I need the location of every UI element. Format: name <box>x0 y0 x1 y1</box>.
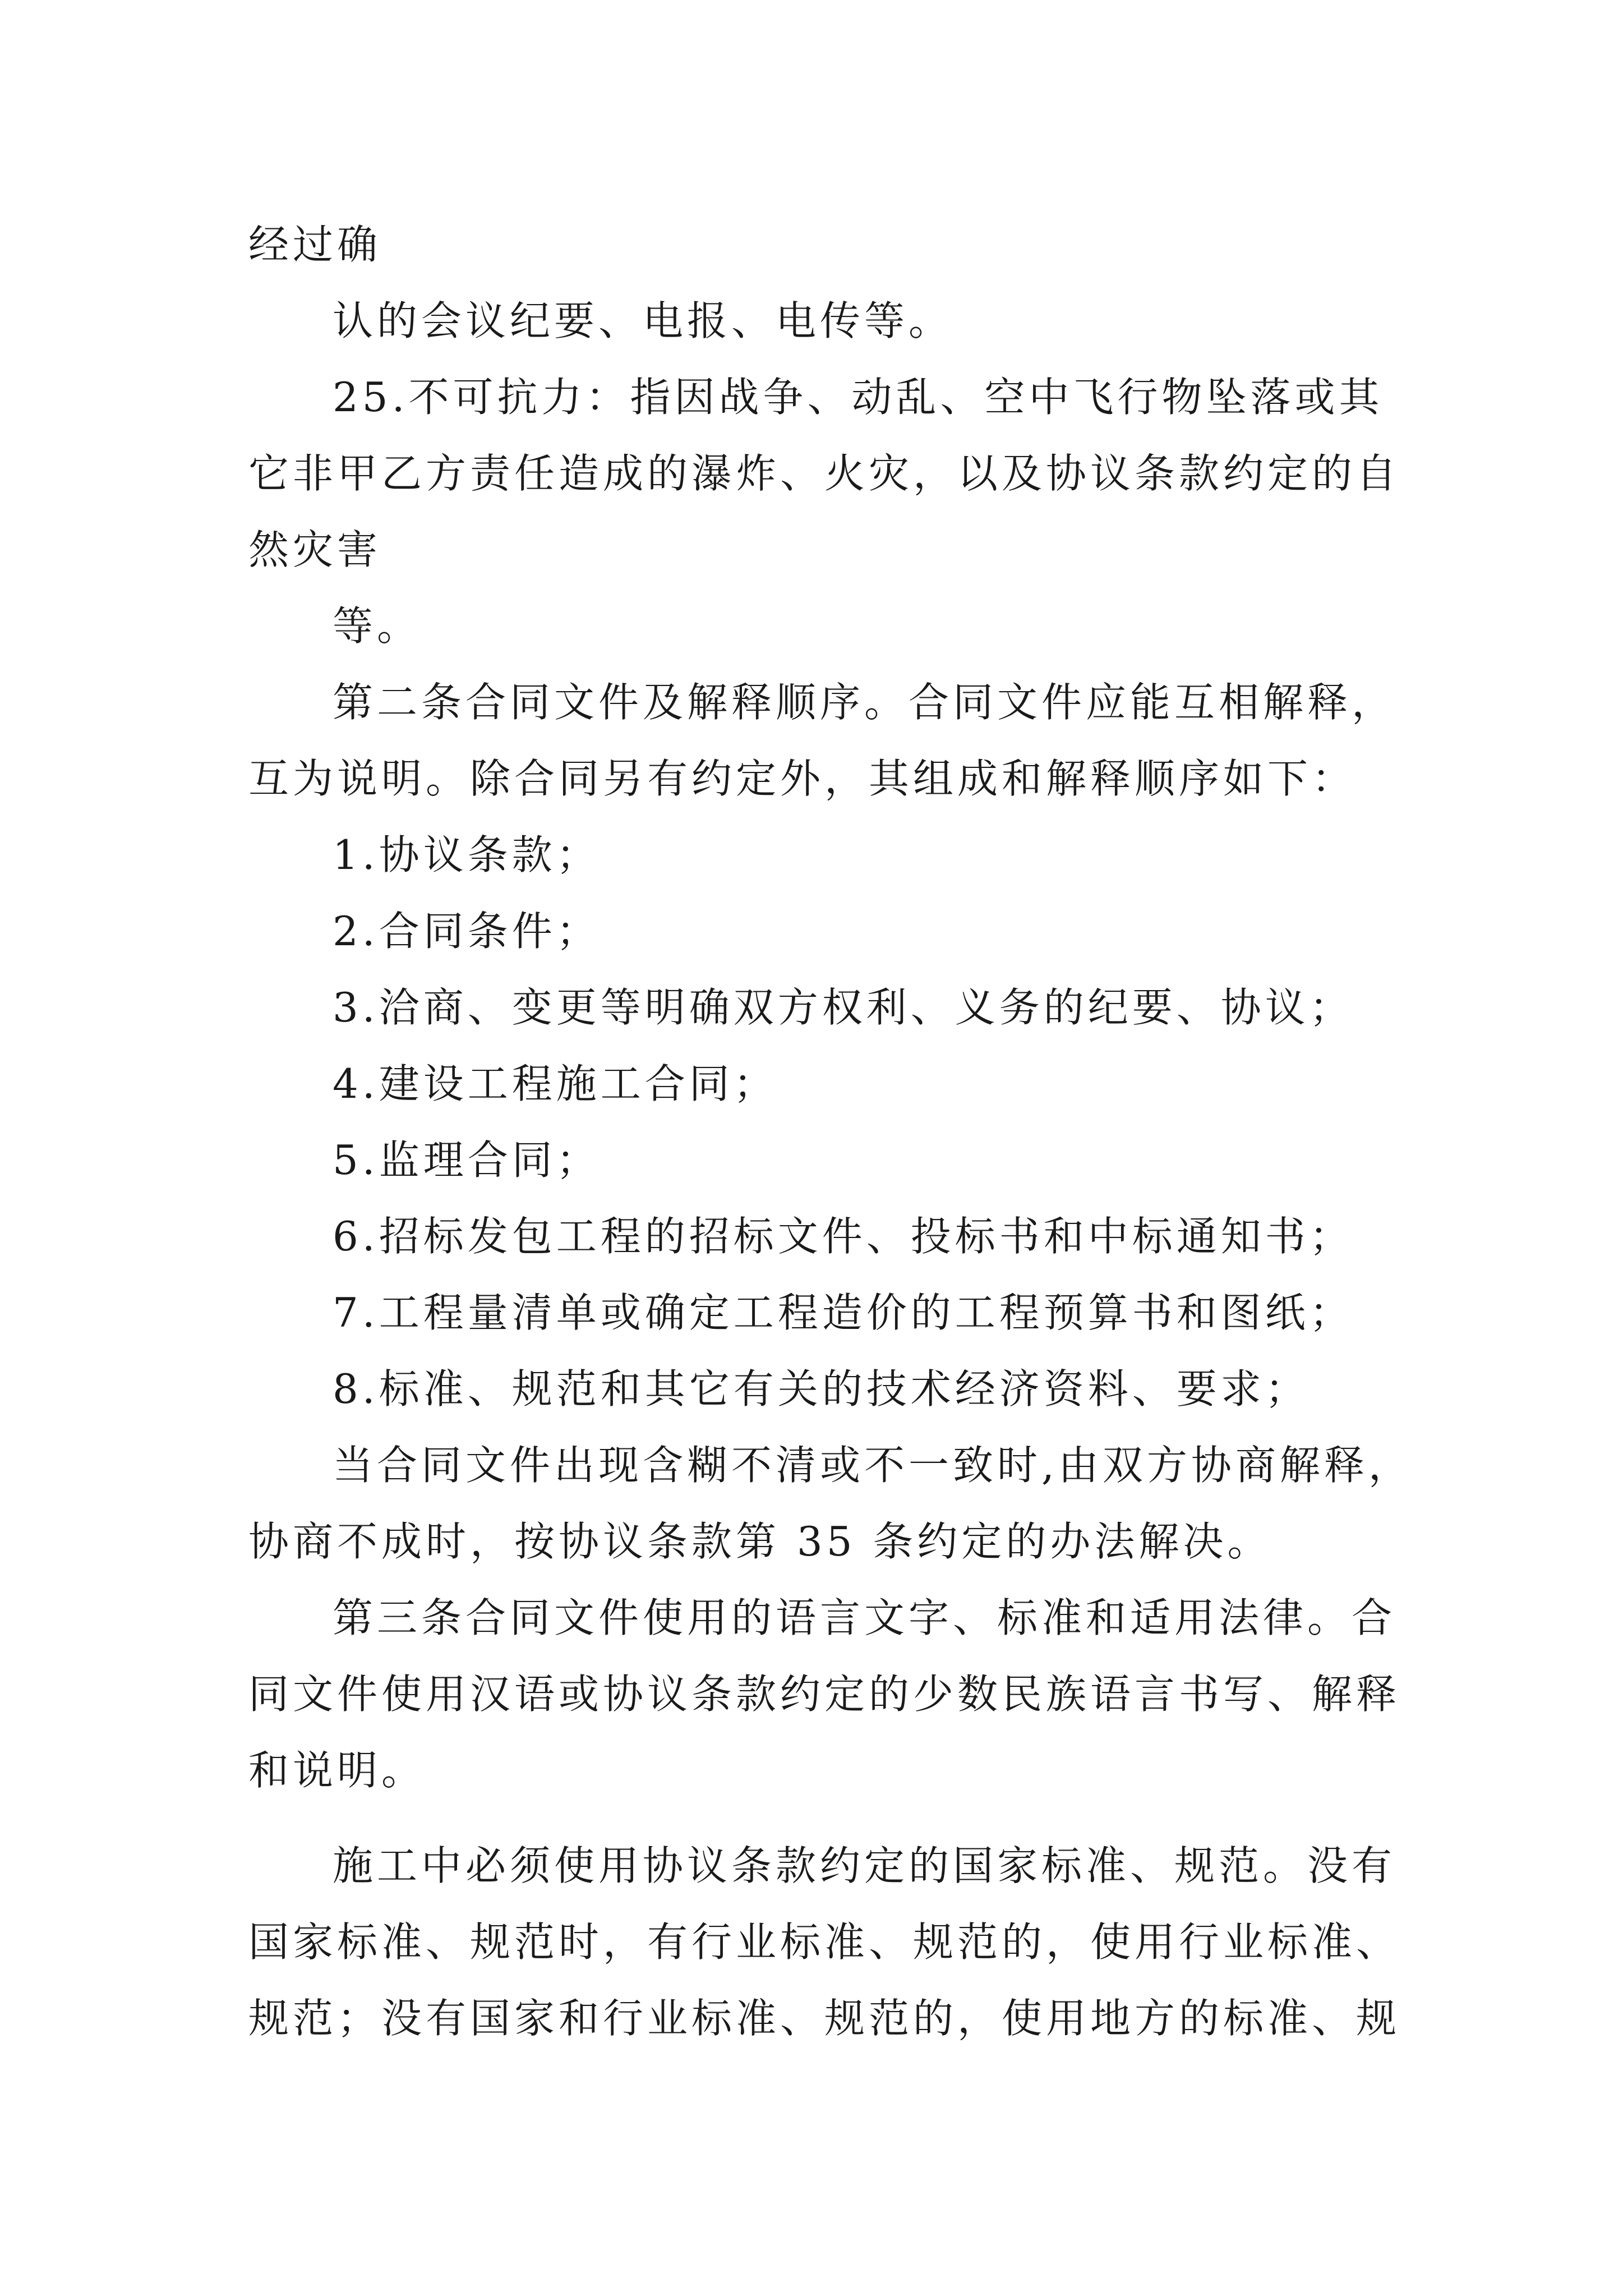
list-item: 7.工程量清单或确定工程造价的工程预算书和图纸； <box>333 1289 1354 1336</box>
text-line: 国家标准、规范时，有行业标准、规范的，使用行业标准、 <box>248 1918 1401 1966</box>
list-item: 3.洽商、变更等明确双方权利、义务的纪要、协议； <box>333 984 1354 1031</box>
text-line: 它非甲乙方责任造成的瀑炸、火灾，以及协议条款约定的自 <box>248 450 1401 497</box>
text-line: 施工中必须使用协议条款约定的国家标准、规范。没有 <box>333 1842 1396 1889</box>
text-line: 然灾害 <box>248 526 382 573</box>
list-item: 5.监理合同； <box>333 1137 601 1184</box>
text-line: 经过确 <box>248 221 382 268</box>
text-line: 和说明。 <box>248 1747 426 1794</box>
text-line: 当合同文件出现含糊不清或不一致时,由双方协商解释， <box>333 1442 1413 1489</box>
text-line: 第二条合同文件及解释顺序。合同文件应能互相解释， <box>333 679 1396 726</box>
list-item: 4.建设工程施工合同； <box>333 1060 778 1107</box>
document-body <box>248 206 1413 2056</box>
list-item: 6.招标发包工程的招标文件、投标书和中标通知书； <box>333 1213 1354 1260</box>
text-line: 认的会议纪要、电报、电传等。 <box>333 297 953 344</box>
text-line: 协商不成时，按协议条款第 35 条约定的办法解决。 <box>248 1518 1272 1565</box>
list-item: 1.协议条款； <box>333 831 601 878</box>
text-line: 互为说明。除合同另有约定外，其组成和解释顺序如下： <box>248 755 1357 802</box>
text-line: 同文件使用汉语或协议条款约定的少数民族语言书写、解释 <box>248 1671 1401 1718</box>
paragraph-gap <box>248 1809 1381 1828</box>
list-item: 2.合同条件； <box>333 908 601 955</box>
text-line: 等。 <box>333 602 422 650</box>
list-item: 8.标准、规范和其它有关的技术经济资料、要求； <box>333 1365 1310 1412</box>
text-line: 规范；没有国家和行业标准、规范的，使用地方的标准、规 <box>248 1995 1401 2042</box>
text-line: 25.不可抗力：指因战争、动乱、空中飞行物坠落或其 <box>333 374 1384 421</box>
text-line: 第三条合同文件使用的语言文字、标准和适用法律。合 <box>333 1594 1396 1641</box>
